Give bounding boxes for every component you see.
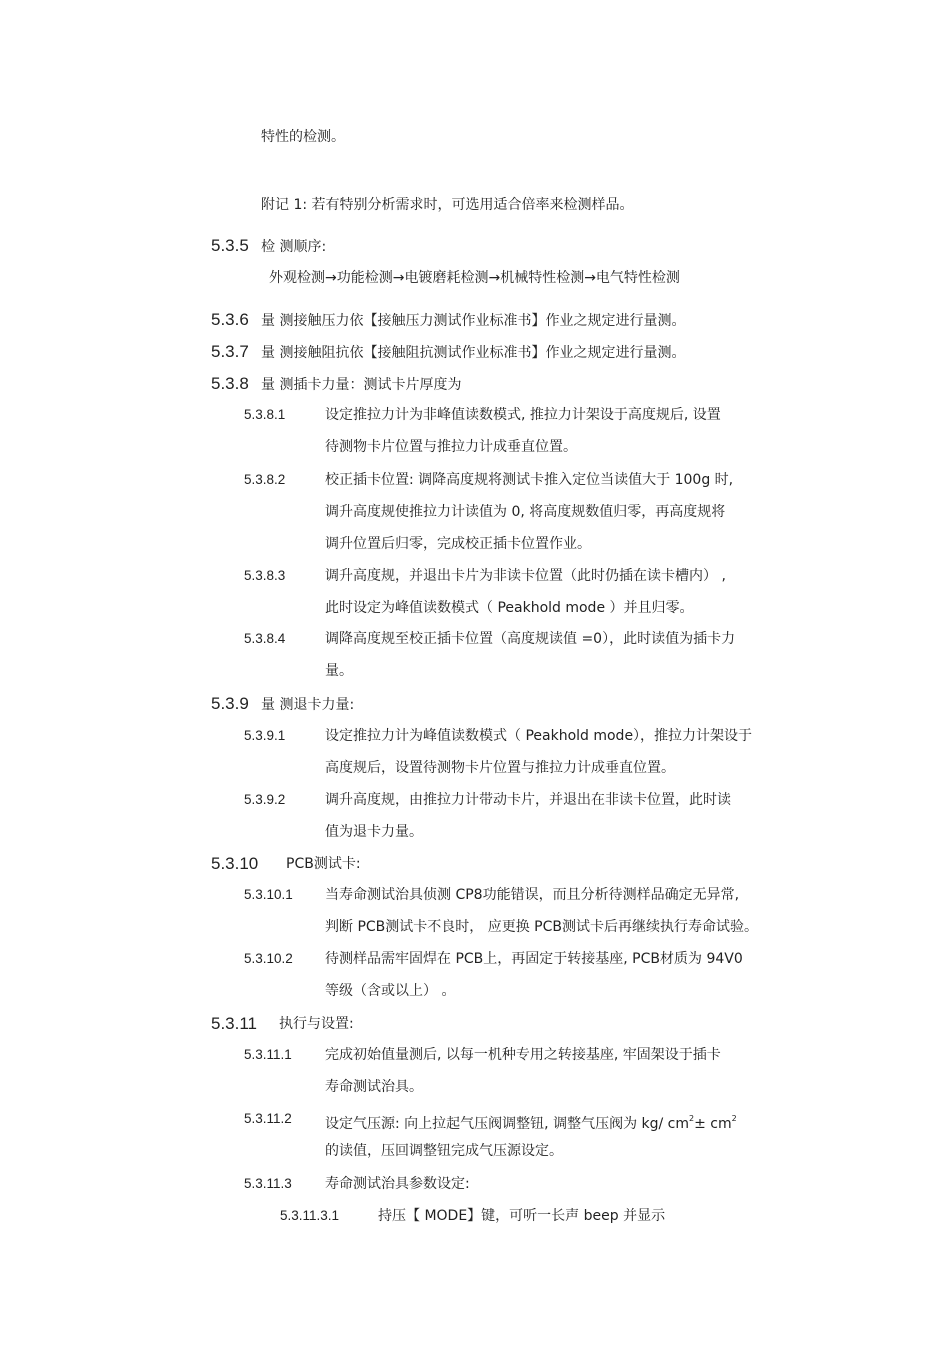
item-text-5-3-9-2-a: 调升高度规，由推拉力计带动卡片，并退出在非读卡位置，此时读 xyxy=(325,792,731,808)
section-title-5-3-11: 执行与设置: xyxy=(279,1016,354,1032)
item-text-5-3-8-3-a: 调升高度规，并退出卡片为非读卡位置（此时仍插在读卡槽内） , xyxy=(325,568,726,584)
item-text-5-3-11-1-a: 完成初始值量测后, 以每一机种专用之转接基座, 牢固架设于插卡 xyxy=(325,1047,721,1063)
item-text-5-3-11-2-b: 的读值，压回调整钮完成气压源设定。 xyxy=(325,1143,563,1159)
section-body-5-3-5: 外观检测→功能检测→电镀磨耗检测→机械特性检测→电气特性检测 xyxy=(269,270,680,286)
item-number-5-3-11-3-1: 5.3.11.3.1 xyxy=(280,1208,340,1223)
item-number-5-3-11-1: 5.3.11.1 xyxy=(244,1047,292,1062)
item-text-5-3-8-2-a: 校正插卡位置: 调降高度规将测试卡推入定位当读值大于 100g 时, xyxy=(325,472,734,488)
section-title-5-3-6: 量 测接触压力依【接触压力测试作业标准书】作业之规定进行量测。 xyxy=(261,313,686,329)
section-number-5-3-7: 5.3.7 xyxy=(211,342,249,361)
item-text-5-3-10-2-b: 等级（含或以上） 。 xyxy=(325,983,456,999)
continuation-text: 特性的检测。 xyxy=(261,129,345,145)
item-text-5-3-10-2-a: 待测样品需牢固焊在 PCB上，再固定于转接基座, PCB材质为 94V0 xyxy=(325,951,743,967)
pressure-text: 设定气压源: 向上拉起气压阀调整钮, 调整气压阀为 kg/ cm xyxy=(325,1116,690,1132)
item-number-5-3-10-1: 5.3.10.1 xyxy=(244,887,293,902)
section-title-5-3-10: PCB测试卡: xyxy=(286,856,361,872)
item-text-5-3-8-1-a: 设定推拉力计为非峰值读数模式, 推拉力计架设于高度规后, 设置 xyxy=(325,407,721,423)
item-text-5-3-9-1-b: 高度规后，设置待测物卡片位置与推拉力计成垂直位置。 xyxy=(325,760,675,776)
item-text-5-3-9-1-a: 设定推拉力计为峰值读数模式（ Peakhold mode），推拉力计架设于 xyxy=(325,728,753,744)
item-text-5-3-9-2-b: 值为退卡力量。 xyxy=(325,824,423,840)
item-number-5-3-10-2: 5.3.10.2 xyxy=(244,951,293,966)
section-number-5-3-5: 5.3.5 xyxy=(211,236,249,255)
item-text-5-3-11-1-b: 寿命测试治具。 xyxy=(325,1079,423,1095)
item-number-5-3-8-2: 5.3.8.2 xyxy=(244,472,286,487)
section-title-5-3-7: 量 测接触阻抗依【接触阻抗测试作业标准书】作业之规定进行量测。 xyxy=(261,345,686,361)
pressure-text-mid: ± cm xyxy=(694,1116,732,1132)
item-text-5-3-8-1-b: 待测物卡片位置与推拉力计成垂直位置。 xyxy=(325,439,577,455)
item-number-5-3-11-2: 5.3.11.2 xyxy=(244,1111,292,1126)
item-number-5-3-9-2: 5.3.9.2 xyxy=(244,792,286,807)
section-number-5-3-11: 5.3.11 xyxy=(211,1014,258,1033)
item-number-5-3-11-3: 5.3.11.3 xyxy=(244,1176,292,1191)
superscript: 2 xyxy=(689,1114,695,1123)
item-text-5-3-8-4-a: 调降高度规至校正插卡位置（高度规读值 =0），此时读值为插卡力 xyxy=(325,631,736,647)
superscript: 2 xyxy=(731,1114,737,1123)
section-title-5-3-8: 量 测插卡力量：测试卡片厚度为 xyxy=(261,377,462,393)
item-number-5-3-9-1: 5.3.9.1 xyxy=(244,728,286,743)
section-number-5-3-8: 5.3.8 xyxy=(211,374,249,393)
note-text: 附记 1: 若有特别分析需求时，可选用适合倍率来检测样品。 xyxy=(261,197,634,213)
item-text-5-3-8-3-b: 此时设定为峰值读数模式（ Peakhold mode ）并且归零。 xyxy=(325,600,694,616)
section-number-5-3-10: 5.3.10 xyxy=(211,854,259,873)
item-text-5-3-11-3-a: 寿命测试治具参数设定: xyxy=(325,1176,470,1192)
item-text-5-3-8-2-b: 调升高度规使推拉力计读值为 0, 将高度规数值归零，再高度规将 xyxy=(325,504,726,520)
item-text-5-3-11-3-1-a: 持压【 MODE】键，可听一长声 beep 并显示 xyxy=(378,1208,666,1224)
item-number-5-3-8-4: 5.3.8.4 xyxy=(244,631,286,646)
item-text-5-3-10-1-b: 判断 PCB测试卡不良时， 应更换 PCB测试卡后再继续执行寿命试验。 xyxy=(325,919,758,935)
section-number-5-3-6: 5.3.6 xyxy=(211,310,249,329)
section-title-5-3-9: 量 测退卡力量: xyxy=(261,697,355,713)
section-title-5-3-5: 检 测顺序: xyxy=(261,239,327,255)
section-number-5-3-9: 5.3.9 xyxy=(211,694,249,713)
item-number-5-3-8-1: 5.3.8.1 xyxy=(244,407,286,422)
item-text-5-3-8-4-b: 量。 xyxy=(325,663,353,679)
item-text-5-3-11-2-a xyxy=(325,1110,737,1133)
item-text-5-3-8-2-c: 调升位置后归零，完成校正插卡位置作业。 xyxy=(325,536,591,552)
item-number-5-3-8-3: 5.3.8.3 xyxy=(244,568,286,583)
item-text-5-3-10-1-a: 当寿命测试治具侦测 CP8功能错误，而且分析待测样品确定无异常, xyxy=(325,887,740,903)
